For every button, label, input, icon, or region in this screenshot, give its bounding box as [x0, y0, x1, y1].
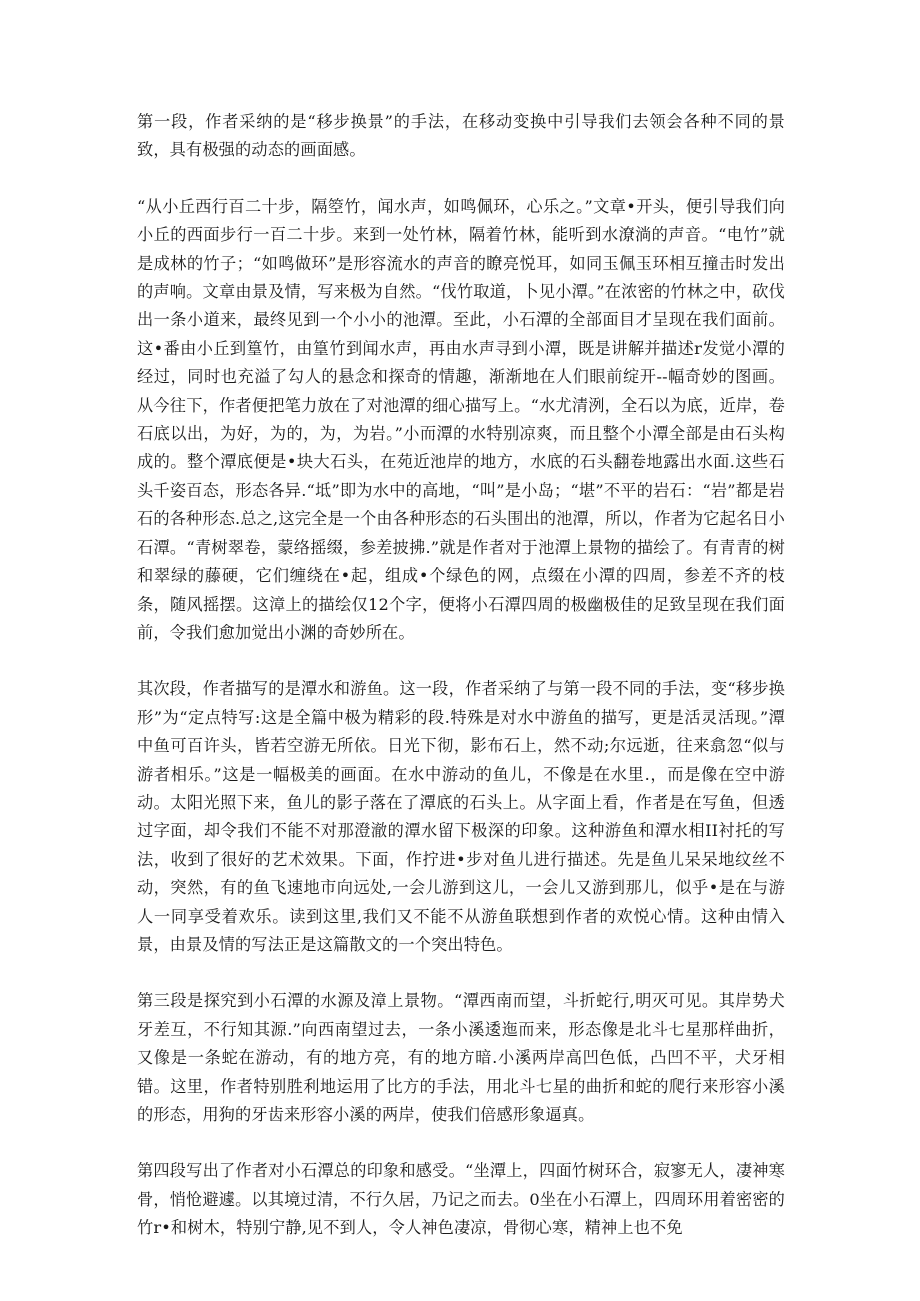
paragraph-intro: 第一段，作者采纳的是“移步换景”的手法，在移动变换中引导我们去领会各种不同的景致，具有极强的动态的画面感。 — [137, 112, 785, 160]
paragraph-second-section: 其次段，作者描写的是潭水和游鱼。这一段，作者采纳了与第一段不同的手法，变“移步换形”为“定点特写:这是全篇中极为精彩的段.特殊是对水中游鱼的描写，更是活灵活现。”潭中鱼可百许头，皆若空游无所依。日光下彻，影布石上，然不动;尔远逝，往来翕忽“似与游者相乐。”这是一幅极美的画面。在水中游动的鱼儿，不像是在水里.，而是像在空中游动。太阳光照下来，鱼儿的影子落在了潭底的石头上。从字面上看，作者是在写鱼，但透过字面，却令我们不能不对那澄澈的潭水留下极深的印象。这种游鱼和潭水相II衬托的写法，收到了很好的艺术效果。下面，作拧进•步对鱼儿进行描述。先是鱼儿呆呆地纹丝不动，突然，有的鱼飞速地市向远处,一会儿游到这儿，一会儿又游到那儿，似乎•是在与游人一同享受着欢乐。读到这里,我们又不能不从游鱼联想到作者的欢悦心情。这种由情入景，由景及情的写法正是这篇散文的一个突出特色。 — [137, 679, 785, 954]
document-body — [137, 108, 785, 1271]
paragraph-third-section: 第三段是探究到小石潭的水源及漳上景物。“潭西南而望，斗折蛇行,明灭可见。其岸势犬牙差互，不行知其源.”向西南望过去，一条小溪逶迤而来，形态像是北斗七星那样曲折，又像是一条蛇在游动，有的地方亮，有的地方暗.小溪两岸高凹色低，凸凹不平，犬牙相错。这里，作者特别胜利地运用了比方的手法，用北斗七星的曲折和蛇的爬行来形容小溪的形态，用狗的牙齿来形容小溪的两岸，使我们倍感形象逼真。 — [137, 991, 785, 1124]
paragraph-fourth-section: 第四段写出了作者对小石潭总的印象和感受。“坐潭上，四面竹树环合，寂寥无人，凄神寒骨，悄怆避遽。以其境过清，不行久居，乃记之而去。0坐在小石潭上，四周环用着密密的竹r•和树木，特别宁静,见不到人，令人神色凄凉，骨彻心寒，精神上也不免 — [137, 1161, 785, 1238]
paragraph-first-section: “从小丘西行百二十步，隔箜竹，闻水声，如鸣佩环，心乐之。”文章•开头，便引导我们向小丘的西面步行一百二十步。来到一处竹林，隔着竹林，能听到水潦淌的声音。“电竹”就是成林的竹子；“如鸣做环”是形容流水的声音的瞭亮悦耳，如同玉佩玉环相互撞击时发出的声响。文章由景及情，写来极为自然。“伐竹取道，卜见小潭。”在浓密的竹林之中，砍伐出一条小道来，最终见到一个小小的池潭。至此，小石潭的全部面目才呈现在我们面前。这•番由小丘到篁竹，由篁竹到闻水声，再由水声寻到小潭，既是讲解并描述r发觉小潭的经过，同时也充溢了勾人的悬念和探奇的情趣，渐渐地在人们眼前绽开--幅奇妙的图画。从今往下，作者便把笔力放在了对池潭的细心描写上。“水尤清洌，全石以为底，近岸，卷石底以出，为好，为的，为，为岩。”小而潭的水特别凉爽，而且整个小潭全部是由石头构成的。整个潭底便是•块大石头，在苑近池岸的地方，水底的石头翻卷地露出水面.这些石头千姿百态，形态各异.“坻”即为水中的高地，“叫”是小岛；“堪”不平的岩石：“岩”都是岩石的各种形态.总之,这完全是一个由各种形态的石头围出的池潭，所以，作者为它起名日小石潭。“青树翠卷，蒙络摇缀，参差披拂.”就是作者对于池潭上景物的描绘了。有青青的树和翠绿的藤硬，它们缠绕在•起，组成•个绿色的网，点缀在小潭的四周，参差不齐的枝条，随风摇摆。这漳上的描绘仅12个字，便将小石潭四周的极幽极佳的足致呈现在我们面前，令我们愈加觉出小渊的奇妙所在。 — [137, 196, 785, 642]
